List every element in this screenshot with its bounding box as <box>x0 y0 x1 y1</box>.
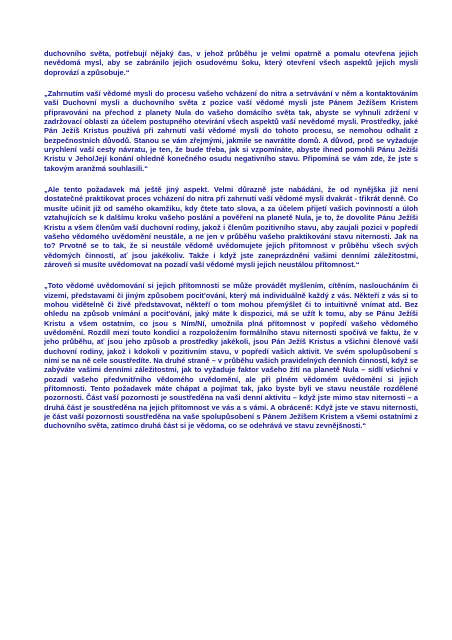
paragraph: „Toto vědomé uvědomování si jejich přítomnosti se může provádět myšlením, cítěním, nasloucháním či vizemi, představami či jiným způsobem pocit'ování, který má individuálně každý z vás. Někteří z vás si to mohou vidětelně či živě představovat, někteří o tom mohou přemýšlet či to intuitivně vnímat atd. Bez ohledu na způsob vnímání a pocit'ování, jaký máte k dispozici, má se užít k tomu, aby se Pánu Ježíši Kristu a všem ostatním, co jsou s Ním/Ní, umožnila plná přítomnost v popředí vašeho vědomého uvědomění. Rozdíl mezi touto kondicí a rozpoložením formálního stavu niternosti spočívá ve faktu, že v jeho průběhu, ať jsou jeho způsob a prostředky jakékoli, jsou Pán Ježíš Kristus a všichni členové vaší duchovní rodiny, jakož i kdokoli v pozitivním stavu, v popředí vašich aktivit. Ve svém spolupůsobení s nimi se na ně cele soustředíte. Na druhé straně – v průběhu vašich pravidelných denních činností, když se zabýváte vašimi denními záležitostmi, jak to vyžaduje faktor vašeho žití na planetě Nula – sídlí všichni v pozadí vašeho předvnitřního vědomého uvědomění, ale při plném vědomém uvědomění si jejich přítomnosti. Tento požadavek máte chápat a pojímat tak, jako byste byli ve stavu neustále rozdělené pozornosti. Část vaší pozornosti je soustředěna na vaši denní aktivitu – když jste mimo stav niternosti – a druhá část je soustředěna na jejich přítomnost ve vás a s vámi. A obráceně: Když jste ve stavu niternosti, je část vaší pozornosti soustředěna na vaše spolupůsobení s Pánem Ježíšem Kristem a všemi ostatními z duchovního světa, zatímco druhá část si je vědoma, co se odehrává ve stavu zevnějšnosti.“ <box>44 281 418 431</box>
document-page <box>44 49 418 443</box>
paragraph: „Ale tento požadavek má ještě jiný aspekt. Velmi důrazně jste nabádáni, že od nynějška již není dostatečné praktikovat proces vcházení do nitra při zahrnutí vaší vědomé mysli dvakrát - třikrát denně. Co musíte učinit již od samého okamžiku, kdy čtete tato slova, a za účelem přijetí vašich povinností a úloh vztahujících se k dalšímu kroku vašeho poslání a pověření na planetě Nula, je to, že dovolíte Pánu Ježíši Kristu a všem členům vaší duchovní rodiny, jakož i členům pozitivního stavu, aby zaujali pozici v popředí vašeho vědomého uvědomění neustále, a ne jen v průběhu vašeho praktikování stavu niternosti. Jak na to? Prvotně se to tak, že si neustále vědomě uvědomujete jejich přítomnost v průběhu všech svých vědomých činností, ať jsou jakékoliv. Takže i když jste zaneprázdněni vašimi denními záležitostmi, zároveň si musíte uvědomovat na pozadí vaší vědomé mysli jejich neustálou přítomnost.“ <box>44 185 418 269</box>
paragraph: „Zahrnutím vaší vědomé mysli do procesu vašeho vcházení do nitra a setrvávání v něm a kontaktováním vaší Duchovní mysli a duchovního světa z pozice vaší vědomé mysli jste Pánem Ježíšem Kristem připravováni na přechod z planety Nula do vašeho domácího světa tak, abyste se vyhnuli zdržení v zadržovací oblasti za účelem postupného otevírání všech aspektů vaší nevědomé mysli. Prostředky, jaké Pán Ježíš Kristus používá při zahrnutí vaší vědomé mysli do tohoto procesu, se nemohou odhalit z bezpečnostních důvodů. Stanou se vám zřejmými, jakmile se navrátíte domů. A důvod, proč se vyžaduje urychlení vaší cesty návratu, je ten, že bude třeba, jak si vzpomínáte, abyste ihned pomohli Pánu Ježíši Kristu v Jeho/Její konání ohledně konečného osudu negativního stavu. Připomíná se vám zde, že jste s takovým aranžmá souhlasili.“ <box>44 89 418 173</box>
paragraph: duchovního světa, potřebují nějaký čas, v jehož průběhu je velmi opatrně a pomalu otevřena jejich nevědomá mysl, aby se zabránilo jejich osudovému šoku, který otevření všech aspektů jejich mysli doprovází a způsobuje.“ <box>44 49 418 77</box>
